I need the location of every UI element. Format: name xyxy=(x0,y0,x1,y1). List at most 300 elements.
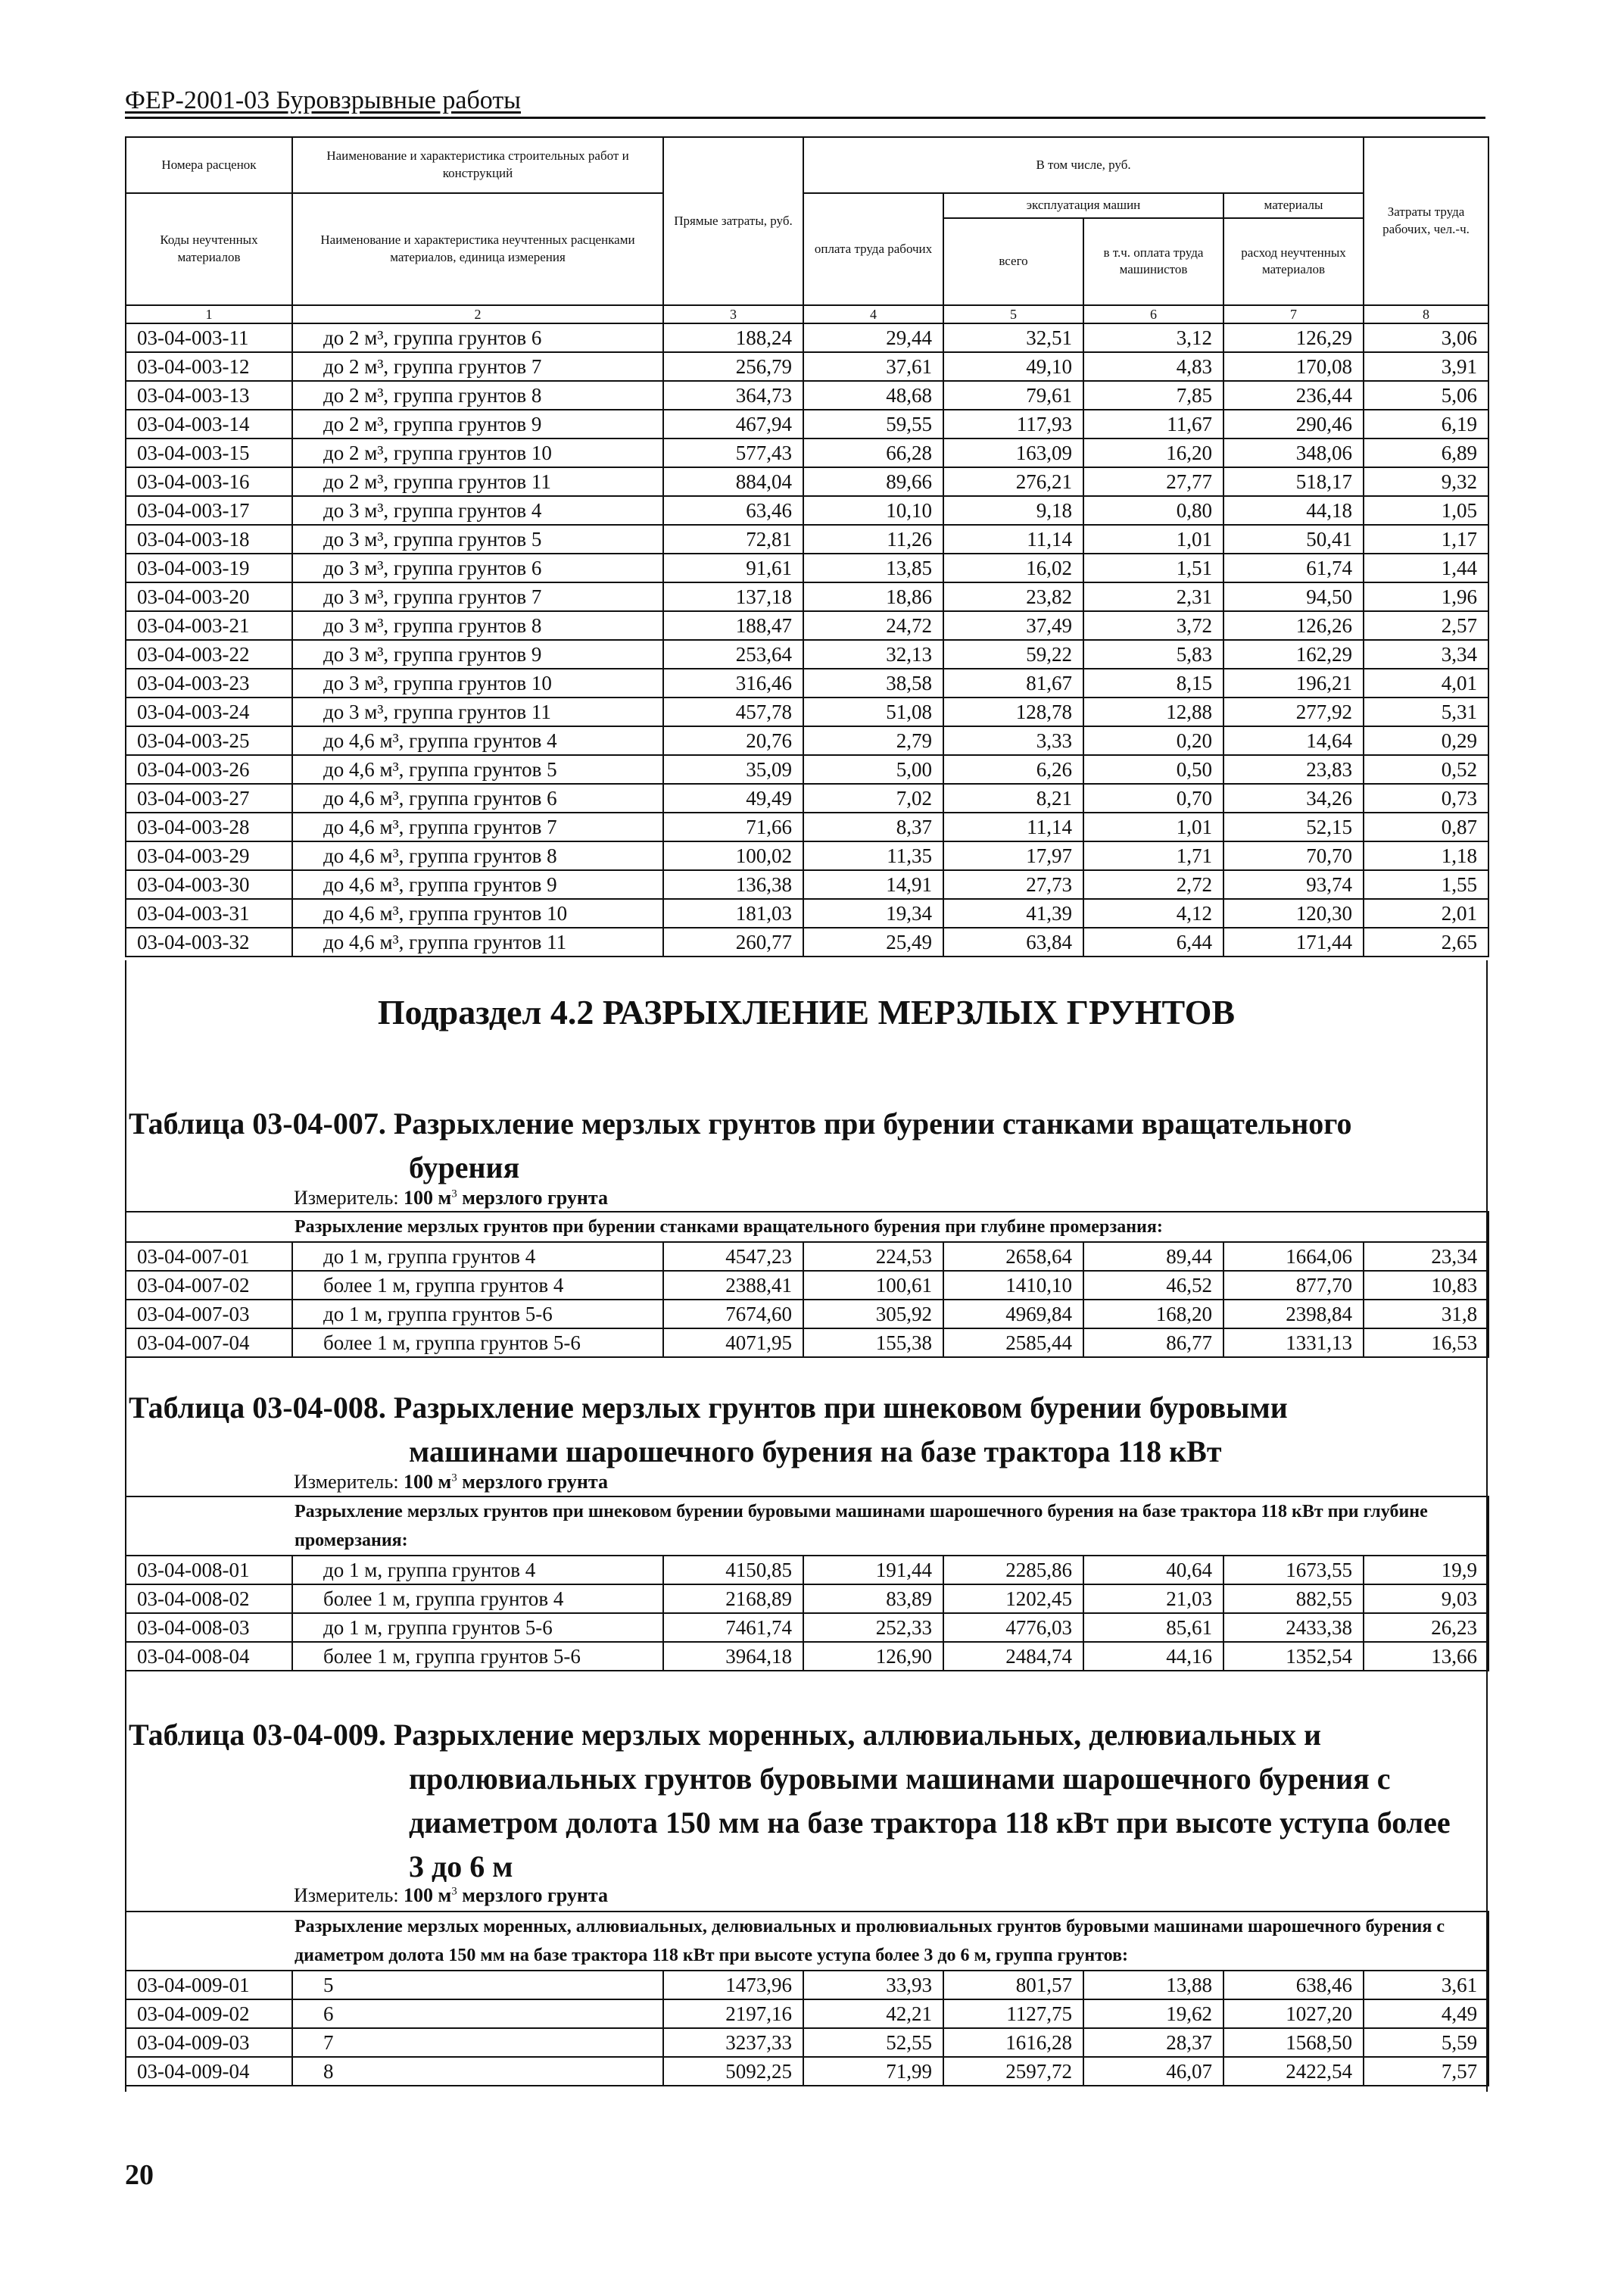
machines-total: 3,33 xyxy=(943,726,1083,755)
rate-name: до 3 м³, группа грунтов 6 xyxy=(292,554,663,582)
operators-pay: 0,70 xyxy=(1083,784,1223,813)
table-group-row: Разрыхление мерзлых моренных, аллювиальных, делювиальных и пролювиальных грунтов буровыми машинами шарошечного бурения с диаметром долота 150 мм на базе трактора 118 кВт при высоте уступа более 3 до 6 м, группа грунтов: xyxy=(126,1912,1488,1971)
table-row xyxy=(126,1328,1488,1357)
labor-hours: 3,61 xyxy=(1364,1971,1488,1999)
table-row xyxy=(126,813,1488,841)
rate-name: до 2 м³, группа грунтов 11 xyxy=(292,467,663,496)
labor-hours: 1,44 xyxy=(1364,554,1488,582)
direct-costs: 467,94 xyxy=(663,410,803,438)
rate-code: 03-04-003-26 xyxy=(126,755,292,784)
operators-pay: 0,80 xyxy=(1083,496,1223,525)
column-numbers-row xyxy=(126,305,1488,323)
column-number: 3 xyxy=(663,305,803,323)
operators-pay: 89,44 xyxy=(1083,1242,1223,1271)
table-title-line: Таблица 03-04-007. Разрыхление мерзлых грунтов при бурении станками вращательного xyxy=(129,1106,1352,1141)
table-group-row: Разрыхление мерзлых грунтов при шнековом бурении буровыми машинами шарошечного бурения на базе трактора 118 кВт при глубине промерзания: xyxy=(126,1496,1488,1556)
materials-cost: 23,83 xyxy=(1223,755,1364,784)
direct-costs: 256,79 xyxy=(663,352,803,381)
rate-name: до 4,6 м³, группа грунтов 5 xyxy=(292,755,663,784)
worker-pay: 71,99 xyxy=(803,2057,943,2086)
rate-name: до 3 м³, группа грунтов 7 xyxy=(292,582,663,611)
meter-03-04-009 xyxy=(294,1884,608,1907)
direct-costs: 884,04 xyxy=(663,467,803,496)
meter-unit: мерзлого грунта xyxy=(462,1187,608,1209)
direct-costs: 2197,16 xyxy=(663,1999,803,2028)
rate-code: 03-04-003-32 xyxy=(126,928,292,957)
meter-sup: 3 xyxy=(451,1471,457,1484)
operators-pay: 1,01 xyxy=(1083,525,1223,554)
materials-cost: 94,50 xyxy=(1223,582,1364,611)
labor-hours: 7,57 xyxy=(1364,2057,1488,2086)
meter-unit: мерзлого грунта xyxy=(462,1884,608,1906)
labor-hours: 6,19 xyxy=(1364,410,1488,438)
operators-pay: 27,77 xyxy=(1083,467,1223,496)
rate-name: 5 xyxy=(292,1971,663,1999)
materials-cost: 1331,13 xyxy=(1223,1328,1364,1357)
machines-total: 59,22 xyxy=(943,640,1083,669)
operators-pay: 85,61 xyxy=(1083,1613,1223,1642)
header-operators-pay: в т.ч. оплата труда машинистов xyxy=(1083,218,1223,305)
machines-total: 2585,44 xyxy=(943,1328,1083,1357)
rate-code: 03-04-003-28 xyxy=(126,813,292,841)
rate-code: 03-04-003-29 xyxy=(126,841,292,870)
rate-name: до 2 м³, группа грунтов 10 xyxy=(292,438,663,467)
rate-name: до 4,6 м³, группа грунтов 7 xyxy=(292,813,663,841)
operators-pay: 12,88 xyxy=(1083,698,1223,726)
machines-total: 276,21 xyxy=(943,467,1083,496)
machines-total: 9,18 xyxy=(943,496,1083,525)
table-row xyxy=(126,438,1488,467)
table-row xyxy=(126,698,1488,726)
labor-hours: 3,91 xyxy=(1364,352,1488,381)
machines-total: 8,21 xyxy=(943,784,1083,813)
worker-pay: 2,79 xyxy=(803,726,943,755)
materials-cost: 348,06 xyxy=(1223,438,1364,467)
materials-cost: 1568,50 xyxy=(1223,2028,1364,2057)
table-title-line: машинами шарошечного бурения на базе трактора 118 кВт xyxy=(409,1434,1222,1468)
worker-pay: 11,26 xyxy=(803,525,943,554)
machines-total: 17,97 xyxy=(943,841,1083,870)
worker-pay: 51,08 xyxy=(803,698,943,726)
rate-name: до 2 м³, группа грунтов 8 xyxy=(292,381,663,410)
worker-pay: 10,10 xyxy=(803,496,943,525)
rate-name: до 3 м³, группа грунтов 8 xyxy=(292,611,663,640)
labor-hours: 1,55 xyxy=(1364,870,1488,899)
rate-code: 03-04-009-02 xyxy=(126,1999,292,2028)
materials-cost: 170,08 xyxy=(1223,352,1364,381)
materials-cost: 518,17 xyxy=(1223,467,1364,496)
rate-name: до 1 м, группа грунтов 5-6 xyxy=(292,1613,663,1642)
worker-pay: 29,44 xyxy=(803,323,943,352)
worker-pay: 19,34 xyxy=(803,899,943,928)
rate-code: 03-04-008-01 xyxy=(126,1556,292,1584)
direct-costs: 100,02 xyxy=(663,841,803,870)
labor-hours: 4,01 xyxy=(1364,669,1488,698)
labor-hours: 31,8 xyxy=(1364,1300,1488,1328)
machines-total: 2484,74 xyxy=(943,1642,1083,1671)
rate-code: 03-04-003-18 xyxy=(126,525,292,554)
table-row xyxy=(126,496,1488,525)
worker-pay: 224,53 xyxy=(803,1242,943,1271)
machines-total: 2285,86 xyxy=(943,1556,1083,1584)
rate-name: до 4,6 м³, группа грунтов 9 xyxy=(292,870,663,899)
operators-pay: 1,51 xyxy=(1083,554,1223,582)
labor-hours: 5,59 xyxy=(1364,2028,1488,2057)
direct-costs: 3237,33 xyxy=(663,2028,803,2057)
rate-name: до 1 м, группа грунтов 4 xyxy=(292,1242,663,1271)
labor-hours: 2,65 xyxy=(1364,928,1488,957)
labor-hours: 23,34 xyxy=(1364,1242,1488,1271)
direct-costs: 188,24 xyxy=(663,323,803,352)
labor-hours: 9,32 xyxy=(1364,467,1488,496)
rate-code: 03-04-009-04 xyxy=(126,2057,292,2086)
direct-costs: 2388,41 xyxy=(663,1271,803,1300)
operators-pay: 4,12 xyxy=(1083,899,1223,928)
operators-pay: 46,07 xyxy=(1083,2057,1223,2086)
header-machine-operation: эксплуатация машин xyxy=(943,193,1223,218)
worker-pay: 48,68 xyxy=(803,381,943,410)
labor-hours: 1,17 xyxy=(1364,525,1488,554)
materials-cost: 1673,55 xyxy=(1223,1556,1364,1584)
rate-name: до 3 м³, группа грунтов 5 xyxy=(292,525,663,554)
rate-name: 7 xyxy=(292,2028,663,2057)
page-header xyxy=(125,82,1485,119)
machines-total: 32,51 xyxy=(943,323,1083,352)
table-row xyxy=(126,899,1488,928)
materials-cost: 2422,54 xyxy=(1223,2057,1364,2086)
materials-cost: 277,92 xyxy=(1223,698,1364,726)
meter-03-04-008 xyxy=(294,1471,608,1493)
operators-pay: 5,83 xyxy=(1083,640,1223,669)
rate-name: до 4,6 м³, группа грунтов 6 xyxy=(292,784,663,813)
machines-total: 63,84 xyxy=(943,928,1083,957)
labor-hours: 9,03 xyxy=(1364,1584,1488,1613)
worker-pay: 252,33 xyxy=(803,1613,943,1642)
worker-pay: 126,90 xyxy=(803,1642,943,1671)
labor-hours: 3,06 xyxy=(1364,323,1488,352)
direct-costs: 7461,74 xyxy=(663,1613,803,1642)
page-number: 20 xyxy=(125,2159,154,2191)
worker-pay: 42,21 xyxy=(803,1999,943,2028)
operators-pay: 28,37 xyxy=(1083,2028,1223,2057)
direct-costs: 63,46 xyxy=(663,496,803,525)
materials-cost: 1352,54 xyxy=(1223,1642,1364,1671)
worker-pay: 59,55 xyxy=(803,410,943,438)
page-header-title: ФЕР-2001-03 Буровзрывные работы xyxy=(125,86,522,114)
rate-name: до 4,6 м³, группа грунтов 8 xyxy=(292,841,663,870)
rate-code: 03-04-003-21 xyxy=(126,611,292,640)
materials-cost: 2398,84 xyxy=(1223,1300,1364,1328)
worker-pay: 5,00 xyxy=(803,755,943,784)
table-row xyxy=(126,1556,1488,1584)
rate-name: более 1 м, группа грунтов 4 xyxy=(292,1584,663,1613)
materials-cost: 236,44 xyxy=(1223,381,1364,410)
column-number: 7 xyxy=(1223,305,1364,323)
direct-costs: 91,61 xyxy=(663,554,803,582)
materials-cost: 52,15 xyxy=(1223,813,1364,841)
header-including: В том числе, руб. xyxy=(803,137,1364,193)
operators-pay: 16,20 xyxy=(1083,438,1223,467)
materials-cost: 638,46 xyxy=(1223,1971,1364,1999)
table-row xyxy=(126,410,1488,438)
direct-costs: 49,49 xyxy=(663,784,803,813)
worker-pay: 11,35 xyxy=(803,841,943,870)
table-row xyxy=(126,554,1488,582)
labor-hours: 0,29 xyxy=(1364,726,1488,755)
machines-total: 117,93 xyxy=(943,410,1083,438)
table-row xyxy=(126,1300,1488,1328)
rate-code: 03-04-007-02 xyxy=(126,1271,292,1300)
operators-pay: 168,20 xyxy=(1083,1300,1223,1328)
table-row xyxy=(126,870,1488,899)
worker-pay: 33,93 xyxy=(803,1971,943,1999)
rate-name: более 1 м, группа грунтов 4 xyxy=(292,1271,663,1300)
direct-costs: 136,38 xyxy=(663,870,803,899)
direct-costs: 72,81 xyxy=(663,525,803,554)
machines-total: 1410,10 xyxy=(943,1271,1083,1300)
header-materials: материалы xyxy=(1223,193,1364,218)
direct-costs: 137,18 xyxy=(663,582,803,611)
table-row xyxy=(126,928,1488,957)
table-title-line: пролювиальных грунтов буровыми машинами шарошечного бурения с диаметром долота 150 мм на базе трактора 118 кВт при высоте уступа более 3 до 6 м xyxy=(409,1762,1451,1883)
worker-pay: 83,89 xyxy=(803,1584,943,1613)
meter-label: Измеритель: xyxy=(294,1884,399,1906)
operators-pay: 7,85 xyxy=(1083,381,1223,410)
table-row xyxy=(126,640,1488,669)
operators-pay: 2,31 xyxy=(1083,582,1223,611)
rate-code: 03-04-009-01 xyxy=(126,1971,292,1999)
rate-name: более 1 м, группа грунтов 5-6 xyxy=(292,1328,663,1357)
worker-pay: 18,86 xyxy=(803,582,943,611)
labor-hours: 5,31 xyxy=(1364,698,1488,726)
operators-pay: 0,50 xyxy=(1083,755,1223,784)
rate-code: 03-04-003-16 xyxy=(126,467,292,496)
table-row xyxy=(126,841,1488,870)
labor-hours: 26,23 xyxy=(1364,1613,1488,1642)
rate-name: до 3 м³, группа грунтов 10 xyxy=(292,669,663,698)
table-title-line: бурения xyxy=(409,1150,520,1184)
rate-code: 03-04-003-15 xyxy=(126,438,292,467)
worker-pay: 100,61 xyxy=(803,1271,943,1300)
materials-cost: 14,64 xyxy=(1223,726,1364,755)
rate-code: 03-04-007-01 xyxy=(126,1242,292,1271)
table-row xyxy=(126,784,1488,813)
rate-code: 03-04-007-04 xyxy=(126,1328,292,1357)
rates-table-03-04-007 xyxy=(125,1211,1489,1358)
header-rate-numbers: Номера расценок xyxy=(126,137,292,193)
rate-code: 03-04-003-30 xyxy=(126,870,292,899)
direct-costs: 20,76 xyxy=(663,726,803,755)
machines-total: 81,67 xyxy=(943,669,1083,698)
rate-code: 03-04-003-11 xyxy=(126,323,292,352)
direct-costs: 71,66 xyxy=(663,813,803,841)
table-row xyxy=(126,2057,1488,2086)
materials-cost: 93,74 xyxy=(1223,870,1364,899)
table-row xyxy=(126,352,1488,381)
machines-total: 1127,75 xyxy=(943,1999,1083,2028)
machines-total: 4776,03 xyxy=(943,1613,1083,1642)
header-material-codes: Коды неучтенных материалов xyxy=(126,193,292,305)
rate-name: до 3 м³, группа грунтов 4 xyxy=(292,496,663,525)
operators-pay: 86,77 xyxy=(1083,1328,1223,1357)
table-row xyxy=(126,381,1488,410)
subsection-title: Подраздел 4.2 РАЗРЫХЛЕНИЕ МЕРЗЛЫХ ГРУНТОВ xyxy=(377,993,1236,1031)
table-title-line: Таблица 03-04-008. Разрыхление мерзлых грунтов при шнековом бурении буровыми xyxy=(129,1390,1288,1425)
meter-value: 100 м xyxy=(404,1187,452,1209)
rate-name: до 2 м³, группа грунтов 6 xyxy=(292,323,663,352)
worker-pay: 37,61 xyxy=(803,352,943,381)
operators-pay: 2,72 xyxy=(1083,870,1223,899)
operators-pay: 46,52 xyxy=(1083,1271,1223,1300)
rate-name: 6 xyxy=(292,1999,663,2028)
meter-sup: 3 xyxy=(451,1187,457,1200)
machines-total: 11,14 xyxy=(943,525,1083,554)
worker-pay: 89,66 xyxy=(803,467,943,496)
table-row xyxy=(126,1971,1488,1999)
rate-name: до 4,6 м³, группа грунтов 4 xyxy=(292,726,663,755)
worker-pay: 52,55 xyxy=(803,2028,943,2057)
machines-total: 1616,28 xyxy=(943,2028,1083,2057)
direct-costs: 7674,60 xyxy=(663,1300,803,1328)
rate-name: более 1 м, группа грунтов 5-6 xyxy=(292,1642,663,1671)
column-number: 5 xyxy=(943,305,1083,323)
machines-total: 79,61 xyxy=(943,381,1083,410)
column-number: 1 xyxy=(126,305,292,323)
rate-name: до 1 м, группа грунтов 5-6 xyxy=(292,1300,663,1328)
materials-cost: 2433,38 xyxy=(1223,1613,1364,1642)
table-row xyxy=(126,611,1488,640)
labor-hours: 1,18 xyxy=(1364,841,1488,870)
table-row xyxy=(126,467,1488,496)
direct-costs: 253,64 xyxy=(663,640,803,669)
rate-name: 8 xyxy=(292,2057,663,2086)
operators-pay: 1,01 xyxy=(1083,813,1223,841)
operators-pay: 1,71 xyxy=(1083,841,1223,870)
worker-pay: 66,28 xyxy=(803,438,943,467)
worker-pay: 13,85 xyxy=(803,554,943,582)
column-number: 4 xyxy=(803,305,943,323)
worker-pay: 7,02 xyxy=(803,784,943,813)
rate-name: до 4,6 м³, группа грунтов 10 xyxy=(292,899,663,928)
labor-hours: 5,06 xyxy=(1364,381,1488,410)
worker-pay: 38,58 xyxy=(803,669,943,698)
header-direct-costs: Прямые затраты, руб. xyxy=(663,137,803,305)
table-row xyxy=(126,1999,1488,2028)
machines-total: 37,49 xyxy=(943,611,1083,640)
worker-pay: 8,37 xyxy=(803,813,943,841)
machines-total: 801,57 xyxy=(943,1971,1083,1999)
worker-pay: 32,13 xyxy=(803,640,943,669)
direct-costs: 188,47 xyxy=(663,611,803,640)
rate-code: 03-04-003-25 xyxy=(126,726,292,755)
rate-code: 03-04-008-03 xyxy=(126,1613,292,1642)
table-row xyxy=(126,1242,1488,1271)
materials-cost: 877,70 xyxy=(1223,1271,1364,1300)
materials-cost: 44,18 xyxy=(1223,496,1364,525)
rate-name: до 3 м³, группа грунтов 11 xyxy=(292,698,663,726)
labor-hours: 0,87 xyxy=(1364,813,1488,841)
worker-pay: 24,72 xyxy=(803,611,943,640)
table-group-row: Разрыхление мерзлых грунтов при бурении станками вращательного бурения при глубине промерзания: xyxy=(126,1212,1488,1242)
rate-code: 03-04-003-20 xyxy=(126,582,292,611)
worker-pay: 155,38 xyxy=(803,1328,943,1357)
operators-pay: 40,64 xyxy=(1083,1556,1223,1584)
direct-costs: 4547,23 xyxy=(663,1242,803,1271)
rates-table-03-04-003 xyxy=(125,136,1489,957)
rates-table-03-04-008 xyxy=(125,1496,1489,1671)
header-machines-total: всего xyxy=(943,218,1083,305)
table-row xyxy=(126,669,1488,698)
worker-pay: 191,44 xyxy=(803,1556,943,1584)
meter-sup: 3 xyxy=(451,1885,457,1898)
worker-pay: 14,91 xyxy=(803,870,943,899)
table-title-03-04-009 xyxy=(129,1713,1454,1889)
rate-code: 03-04-003-22 xyxy=(126,640,292,669)
machines-total: 41,39 xyxy=(943,899,1083,928)
table-row xyxy=(126,1271,1488,1300)
worker-pay: 25,49 xyxy=(803,928,943,957)
direct-costs: 4071,95 xyxy=(663,1328,803,1357)
table-title-line: Таблица 03-04-009. Разрыхление мерзлых моренных, аллювиальных, делювиальных и xyxy=(129,1718,1321,1752)
column-number: 8 xyxy=(1364,305,1488,323)
machines-total: 2658,64 xyxy=(943,1242,1083,1271)
operators-pay: 13,88 xyxy=(1083,1971,1223,1999)
rate-code: 03-04-003-13 xyxy=(126,381,292,410)
labor-hours: 1,05 xyxy=(1364,496,1488,525)
direct-costs: 2168,89 xyxy=(663,1584,803,1613)
column-number: 2 xyxy=(292,305,663,323)
table-row xyxy=(126,755,1488,784)
materials-cost: 126,26 xyxy=(1223,611,1364,640)
rate-code: 03-04-003-19 xyxy=(126,554,292,582)
direct-costs: 4150,85 xyxy=(663,1556,803,1584)
operators-pay: 0,20 xyxy=(1083,726,1223,755)
direct-costs: 364,73 xyxy=(663,381,803,410)
table-row xyxy=(126,525,1488,554)
header-work-name: Наименование и характеристика строительных работ и конструкций xyxy=(292,137,663,193)
rate-code: 03-04-003-14 xyxy=(126,410,292,438)
rate-name: до 2 м³, группа грунтов 9 xyxy=(292,410,663,438)
machines-total: 11,14 xyxy=(943,813,1083,841)
worker-pay: 305,92 xyxy=(803,1300,943,1328)
meter-value: 100 м xyxy=(404,1884,452,1906)
operators-pay: 21,03 xyxy=(1083,1584,1223,1613)
direct-costs: 35,09 xyxy=(663,755,803,784)
rate-code: 03-04-008-04 xyxy=(126,1642,292,1671)
machines-total: 23,82 xyxy=(943,582,1083,611)
materials-cost: 171,44 xyxy=(1223,928,1364,957)
column-number: 6 xyxy=(1083,305,1223,323)
labor-hours: 1,96 xyxy=(1364,582,1488,611)
machines-total: 6,26 xyxy=(943,755,1083,784)
table-title-03-04-007 xyxy=(129,1102,1351,1190)
machines-total: 27,73 xyxy=(943,870,1083,899)
rate-code: 03-04-003-31 xyxy=(126,899,292,928)
table-row xyxy=(126,582,1488,611)
direct-costs: 316,46 xyxy=(663,669,803,698)
meter-value: 100 м xyxy=(404,1471,452,1493)
labor-hours: 2,57 xyxy=(1364,611,1488,640)
direct-costs: 3964,18 xyxy=(663,1642,803,1671)
labor-hours: 6,89 xyxy=(1364,438,1488,467)
materials-cost: 126,29 xyxy=(1223,323,1364,352)
labor-hours: 16,53 xyxy=(1364,1328,1488,1357)
labor-hours: 0,52 xyxy=(1364,755,1488,784)
materials-cost: 196,21 xyxy=(1223,669,1364,698)
operators-pay: 3,72 xyxy=(1083,611,1223,640)
operators-pay: 11,67 xyxy=(1083,410,1223,438)
direct-costs: 577,43 xyxy=(663,438,803,467)
